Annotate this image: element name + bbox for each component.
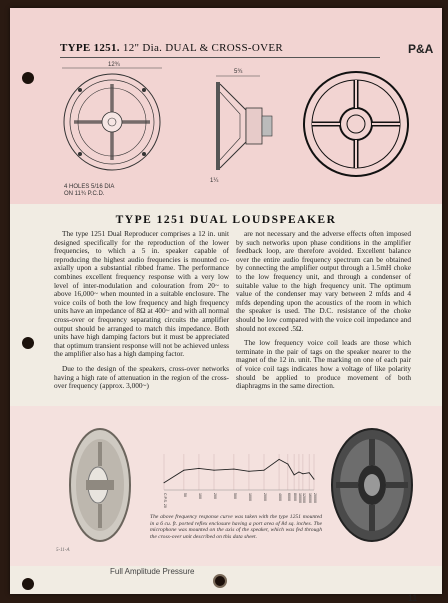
frequency-response-chart	[150, 450, 320, 520]
data-point	[309, 472, 310, 473]
data-point	[164, 482, 165, 483]
data-point	[294, 474, 295, 475]
x-tick-label: 10000	[297, 493, 302, 503]
x-tick-label: 8000	[293, 493, 298, 501]
dim-depth-label: 5¾	[234, 69, 243, 75]
series-line	[164, 459, 314, 482]
data-point	[302, 473, 303, 474]
data-point	[214, 470, 215, 471]
data-point	[264, 470, 265, 471]
x-tick-label: 50	[182, 493, 187, 497]
data-point	[298, 472, 299, 473]
data-point	[314, 479, 315, 480]
speaker-photo-rear	[328, 426, 416, 544]
x-tick-label: C.P.S. 20	[163, 493, 167, 508]
dim-side-label: 1¼	[210, 178, 219, 184]
header-rule	[60, 57, 380, 58]
text-column-left	[54, 230, 229, 397]
paragraph: The type 1251 Dual Reproducer comprises a 12 in. unit designed specifically for the reproduction of the lower frequencies, to which a 5 in. speaker capable of reproducing the highest audio frequencies is mounted co-axially upon a substantial ribbed frame. The performance combines excellent frequency response with a very low level of inter-modulation and colouration from 20~ to above 16,000~ when mounted in a suitable enclosure. The voice coils of both the low frequency and high frequency units have an impedance of 8Ω at 400~ and with all normal cross-over or frequency separating circuits the amplifier output should be arranged to match this impedance. Both units have high damping factors but it must be appreciated that optimum transient response will not be achieved unless the amplifier also has a high damping factor.	[54, 229, 229, 359]
page-title: TYPE 1251 DUAL LOUDSPEAKER	[115, 214, 337, 226]
binder-clip	[213, 574, 227, 588]
page-number: 11	[408, 593, 418, 603]
data-point	[287, 464, 288, 465]
brand-logo: P&A	[408, 42, 434, 56]
speaker-technical-drawing	[50, 62, 430, 202]
data-point	[233, 469, 234, 470]
datasheet-page	[10, 8, 442, 603]
dim-width-label: 12¾	[108, 62, 120, 68]
holes-note-1: 4 HOLES 5/16 DIA	[64, 184, 115, 190]
front-view-drawing	[62, 62, 162, 197]
binder-hole	[22, 72, 34, 84]
footer-text: Full Amplitude Pressure	[110, 567, 195, 576]
paragraph: Due to the design of the speakers, cross-over networks having a high rate of attenuation in the region of the cross-over frequency (approx. 3,000~)	[54, 363, 229, 391]
data-point	[248, 471, 249, 472]
x-tick-label: 16000	[308, 493, 313, 503]
speaker-photo-side	[56, 426, 136, 544]
x-tick-label: 2000	[263, 493, 267, 501]
x-tick-label: 4000	[278, 493, 283, 501]
x-tick-label: 20000	[313, 493, 317, 503]
binder-hole	[22, 578, 34, 590]
chart-caption: The above frequency response curve was taken with the type 1251 mounted in a 6 cu. ft. ported reflex enclosure having a port area of 84 sq. inches. The microphone was mounted on the axis of the speaker, which was fed through the cross-over unit described on this data sheet.	[150, 514, 322, 540]
paragraph: are not necessary and the adverse effects often imposed by such networks upon phase conditions in the amplifier feedback loop, are therefore avoided. Excellent balance over the entire audio frequency spectrum can be obtained by connecting the amplifier output through a 1.5mH choke to the low frequency unit, and through a condenser of suitable value to the high frequency unit. The optimum value of the condenser may vary between 2 mfds and 4 mfds depending upon the acoustics of the room in which the speaker is used. The D.C. resistance of the choke should be low compared with the voice coil impedance and should not exceed .5Ω.	[236, 229, 411, 333]
side-view-drawing	[210, 69, 272, 184]
x-tick-label: 6000	[286, 493, 291, 501]
holes-note-2: ON 11¾ P.C.D.	[64, 191, 105, 197]
rear-view-drawing	[304, 72, 408, 176]
data-point	[198, 468, 199, 469]
data-point	[183, 470, 184, 471]
x-tick-label: 100	[197, 493, 202, 499]
dia-label: 12" Dia. DUAL & CROSS-OVER	[122, 42, 283, 54]
x-tick-label: 1000	[247, 493, 252, 501]
header-title	[60, 42, 283, 54]
x-tick-label: 500	[232, 493, 237, 499]
pencil-note: 5-11-A	[56, 548, 70, 553]
x-tick-label: 12000	[301, 493, 306, 503]
type-label: TYPE 1251.	[60, 42, 120, 54]
paragraph: The low frequency voice coil leads are those which terminate in the pair of tags on the speaker nearer to the magnet of the 12 in. unit. The marking on one of each pair of voice coil tags indicates how a voltage of like polarity should be applied to produce movement of both diaphragms in the same direction.	[236, 338, 411, 391]
text-column-right	[236, 230, 411, 397]
binder-hole	[22, 337, 34, 349]
data-point	[279, 459, 280, 460]
x-tick-label: 200	[213, 493, 217, 499]
